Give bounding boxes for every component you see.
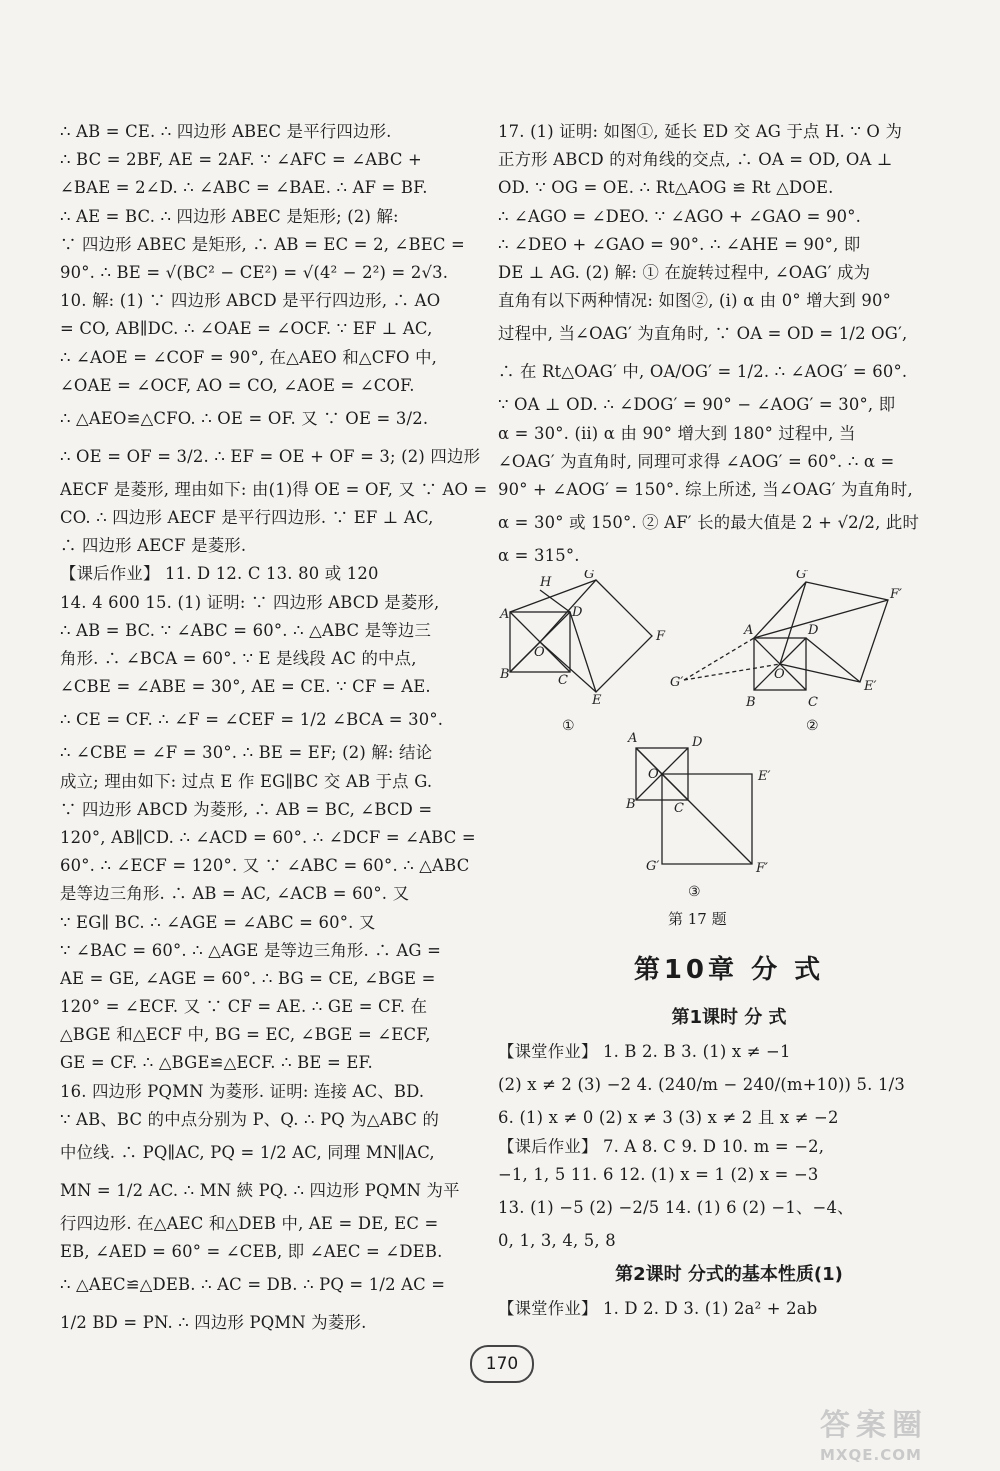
text-line: AE = GE, ∠AGE = 60°. ∴ BG = CE, ∠BGE =	[60, 968, 436, 988]
text-line: DE ⊥ AG. (2) 解: ① 在旋转过程中, ∠OAG′ 成为	[498, 262, 871, 282]
text-line: 90°. ∴ BE = √(BC² − CE²) = √(4² − 2²) = 2√3.	[60, 262, 449, 282]
site-watermark	[820, 1400, 990, 1466]
text-line: 【课后作业】 11. D 12. C 13. 80 或 120	[60, 564, 379, 584]
svg-text:A: A	[500, 607, 510, 623]
text-line: 行四边形. 在△AEC 和△DEB 中, AE = DE, EC =	[60, 1214, 439, 1233]
text-line: ∵ AB、BC 的中点分别为 P、Q. ∴ PQ 为△ABC 的	[60, 1109, 440, 1129]
fig3-label: ③	[688, 884, 701, 901]
svg-text:A: A	[628, 731, 638, 747]
text-line: α = 315°.	[498, 546, 580, 566]
svg-text:E′: E′	[758, 769, 771, 785]
text-line: 10. 解: (1) ∵ 四边形 ABCD 是平行四边形, ∴ AO	[60, 291, 441, 311]
text-line: ∴ AE = BC. ∴ 四边形 ABEC 是矩形; (2) 解:	[60, 206, 399, 226]
text-line: 是等边三角形. ∴ AB = AC, ∠ACB = 60°. 又	[60, 884, 410, 904]
text-line: 正方形 ABCD 的对角线的交点, ∴ OA = OD, OA ⊥	[498, 150, 893, 170]
section-title-1: 第1课时 分 式	[671, 1007, 787, 1029]
text-line: ∵ EG∥ BC. ∴ ∠AGE = ∠ABC = 60°. 又	[60, 912, 376, 932]
fig2-square-oefg	[780, 582, 888, 682]
svg-text:A: A	[744, 623, 754, 639]
text-line: ∴ ∠AOE = ∠COF = 90°, 在△AEO 和△CFO 中,	[60, 347, 438, 367]
text-line: OD. ∵ OG = OE. ∴ Rt△AOG ≌ Rt △DOE.	[498, 178, 834, 198]
text-line: 直角有以下两种情况: 如图②, (ⅰ) α 由 0° 增大到 90°	[498, 291, 892, 311]
text-line: 90° + ∠AOG′ = 150°. 综上所述, 当∠OAG′ 为直角时,	[498, 479, 913, 499]
problem-17-text	[498, 118, 960, 570]
text-line: α = 30° 或 150°. ② AF′ 长的最大值是 2 + √2/2, 此时	[498, 513, 920, 533]
text-line: ∵ 四边形 ABCD 为菱形, ∴ AB = BC, ∠BCD =	[60, 799, 433, 819]
svg-text:H: H	[540, 575, 552, 591]
text-line: 过程中, 当∠OAG′ 为直角时, ∵ OA = OD = 1/2 OG′,	[498, 324, 908, 344]
svg-text:D: D	[692, 735, 703, 751]
svg-text:D: D	[572, 605, 583, 621]
text-line: (2) x ≠ 2 (3) −2 4. (240/m − 240/(m+10)) 5. 1/3	[498, 1075, 905, 1095]
text-line: 60°. ∴ ∠ECF = 120°. 又 ∵ ∠ABC = 60°. ∴ △ABC	[60, 856, 470, 876]
text-line: −1, 1, 5 11. 6 12. (1) x = 1 (2) x = −3	[498, 1164, 819, 1184]
text-line: CO. ∴ 四边形 AECF 是平行四边形. ∵ EF ⊥ AC,	[60, 508, 434, 528]
text-line: ∠OAG′ 为直角时, 同理可求得 ∠AOG′ = 60°. ∴ α =	[498, 451, 895, 471]
right-column	[498, 118, 960, 1323]
text-line: ∴ 在 Rt△OAG′ 中, OA/OG′ = 1/2. ∴ ∠AOG′ = 60°.	[498, 362, 908, 382]
text-line: EB, ∠AED = 60° = ∠CEB, 即 ∠AEC = ∠DEB.	[60, 1242, 443, 1262]
svg-text:O: O	[534, 645, 545, 661]
svg-text:F′: F′	[756, 861, 768, 877]
fig1-square-oefg	[540, 580, 652, 692]
text-line: ∴ ∠CBE = ∠F = 30°. ∴ BE = EF; (2) 解: 结论	[60, 743, 433, 763]
text-line: 角形. ∴ ∠BCA = 60°. ∵ E 是线段 AC 的中点,	[60, 649, 417, 668]
text-line: ∴ 四边形 AECF 是菱形.	[60, 536, 247, 556]
svg-text:E: E	[592, 693, 602, 709]
text-line: ∴ BC = 2BF, AE = 2AF. ∵ ∠AFC = ∠ABC +	[60, 150, 422, 170]
problem-17-figures	[498, 570, 960, 942]
svg-text:G′: G′	[796, 570, 810, 583]
text-line: ∠OAE = ∠OCF, AO = CO, ∠AOE = ∠COF.	[60, 375, 415, 395]
svg-text:O: O	[774, 667, 785, 683]
text-line: α = 30°. (ⅱ) α 由 90° 增大到 180° 过程中, 当	[498, 423, 856, 443]
text-line: ∴ AB = BC. ∵ ∠ABC = 60°. ∴ △ABC 是等边三	[60, 620, 432, 640]
svg-text:F: F	[656, 629, 666, 645]
page-number: 170	[470, 1345, 534, 1383]
fig1-label: ①	[562, 718, 575, 735]
text-line: AECF 是菱形, 理由如下: 由(1)得 OE = OF, 又 ∵ AO =	[60, 479, 488, 499]
chapter-10-answers	[498, 1038, 960, 1255]
text-line: 120° = ∠ECF. 又 ∵ CF = AE. ∴ GE = CF. 在	[60, 997, 428, 1017]
svg-text:G: G	[584, 570, 595, 583]
text-line: = CO, AB∥DC. ∴ ∠OAE = ∠OCF. ∵ EF ⊥ AC,	[60, 319, 433, 339]
svg-text:O: O	[648, 767, 659, 783]
text-line: ∴ OE = OF = 3/2. ∴ EF = OE + OF = 3; (2) 四边形	[60, 446, 481, 466]
text-line: 13. (1) −5 (2) −2/5 14. (1) 6 (2) −1、−4、	[498, 1198, 854, 1217]
answer-line: 【课堂作业】 1. D 2. D 3. (1) 2a² + 2ab	[498, 1299, 818, 1319]
text-line: 16. 四边形 PQMN 为菱形. 证明: 连接 AC、BD.	[60, 1081, 425, 1101]
svg-text:C: C	[808, 695, 818, 711]
text-line: ∵ OA ⊥ OD. ∴ ∠DOG′ = 90° − ∠AOG′ = 30°, 即	[498, 395, 896, 415]
left-column	[60, 118, 522, 1342]
svg-text:B: B	[746, 695, 756, 711]
text-line: MN = 1/2 AC. ∴ MN 綊 PQ. ∴ 四边形 PQMN 为平	[60, 1181, 460, 1200]
text-line: ∵ 四边形 ABEC 是矩形, ∴ AB = EC = 2, ∠BEC =	[60, 234, 465, 254]
text-line: 【课堂作业】 1. B 2. B 3. (1) x ≠ −1	[498, 1042, 791, 1062]
text-line: ∠BAE = 2∠D. ∴ ∠ABC = ∠BAE. ∴ AF = BF.	[60, 178, 428, 198]
svg-text:G′: G′	[670, 675, 684, 691]
text-line: ∴ ∠DEO + ∠GAO = 90°. ∴ ∠AHE = 90°, 即	[498, 234, 861, 254]
figure-caption: 第 17 题	[668, 910, 727, 929]
text-line: ∴ ∠AGO = ∠DEO. ∵ ∠AGO + ∠GAO = 90°.	[498, 206, 862, 226]
text-line: 【课后作业】 7. A 8. C 9. D 10. m = −2,	[498, 1136, 825, 1156]
text-line: ∴ CE = CF. ∴ ∠F = ∠CEF = 1/2 ∠BCA = 30°.	[60, 710, 444, 730]
text-line: ∠CBE = ∠ABE = 30°, AE = CE. ∵ CF = AE.	[60, 677, 431, 697]
geometry-figures	[498, 570, 960, 942]
text-line: ∵ ∠BAC = 60°. ∴ △AGE 是等边三角形. ∴ AG =	[60, 940, 442, 960]
svg-text:D: D	[808, 623, 819, 639]
svg-text:G′: G′	[646, 859, 660, 875]
text-line: 14. 4 600 15. (1) 证明: ∵ 四边形 ABCD 是菱形,	[60, 592, 440, 612]
text-line: 17. (1) 证明: 如图①, 延长 ED 交 AG 于点 H. ∵ O 为	[498, 122, 903, 141]
watermark-logo-text: 答案圈	[820, 1408, 928, 1443]
text-line: 成立; 理由如下: 过点 E 作 EG∥BC 交 AB 于点 G.	[60, 771, 433, 791]
watermark-url: MXQE.COM	[820, 1446, 922, 1464]
text-line: △BGE 和△ECF 中, BG = EC, ∠BGE = ∠ECF,	[60, 1025, 431, 1045]
section-title-2: 第2课时 分式的基本性质(1)	[615, 1264, 843, 1286]
chapter-title: 第10章 分 式	[633, 955, 825, 986]
svg-text:C: C	[558, 673, 568, 689]
text-line: 120°, AB∥CD. ∴ ∠ACD = 60°. ∴ ∠DCF = ∠ABC =	[60, 827, 476, 847]
text-line: GE = CF. ∴ △BGE≌△ECF. ∴ BE = EF.	[60, 1053, 373, 1073]
text-line: 中位线. ∴ PQ∥AC, PQ = 1/2 AC, 同理 MN∥AC,	[60, 1143, 435, 1162]
svg-text:B: B	[500, 667, 510, 683]
svg-text:E′: E′	[864, 679, 877, 695]
svg-text:C: C	[674, 801, 684, 817]
text-line: 0, 1, 3, 4, 5, 8	[498, 1231, 616, 1250]
text-line: ∴ △AEC≌△DEB. ∴ AC = DB. ∴ PQ = 1/2 AC =	[60, 1275, 446, 1295]
text-line: ∴ AB = CE. ∴ 四边形 ABEC 是平行四边形.	[60, 122, 392, 141]
text-line: 6. (1) x ≠ 0 (2) x ≠ 3 (3) x ≠ 2 且 x ≠ −2	[498, 1108, 839, 1128]
svg-text:F′: F′	[890, 587, 902, 603]
fig2-label: ②	[806, 718, 819, 735]
svg-text:B: B	[626, 797, 636, 813]
text-line: ∴ △AEO≌△CFO. ∴ OE = OF. 又 ∵ OE = 3/2.	[60, 408, 429, 428]
text-line: 1/2 BD = PN. ∴ 四边形 PQMN 为菱形.	[60, 1313, 367, 1333]
